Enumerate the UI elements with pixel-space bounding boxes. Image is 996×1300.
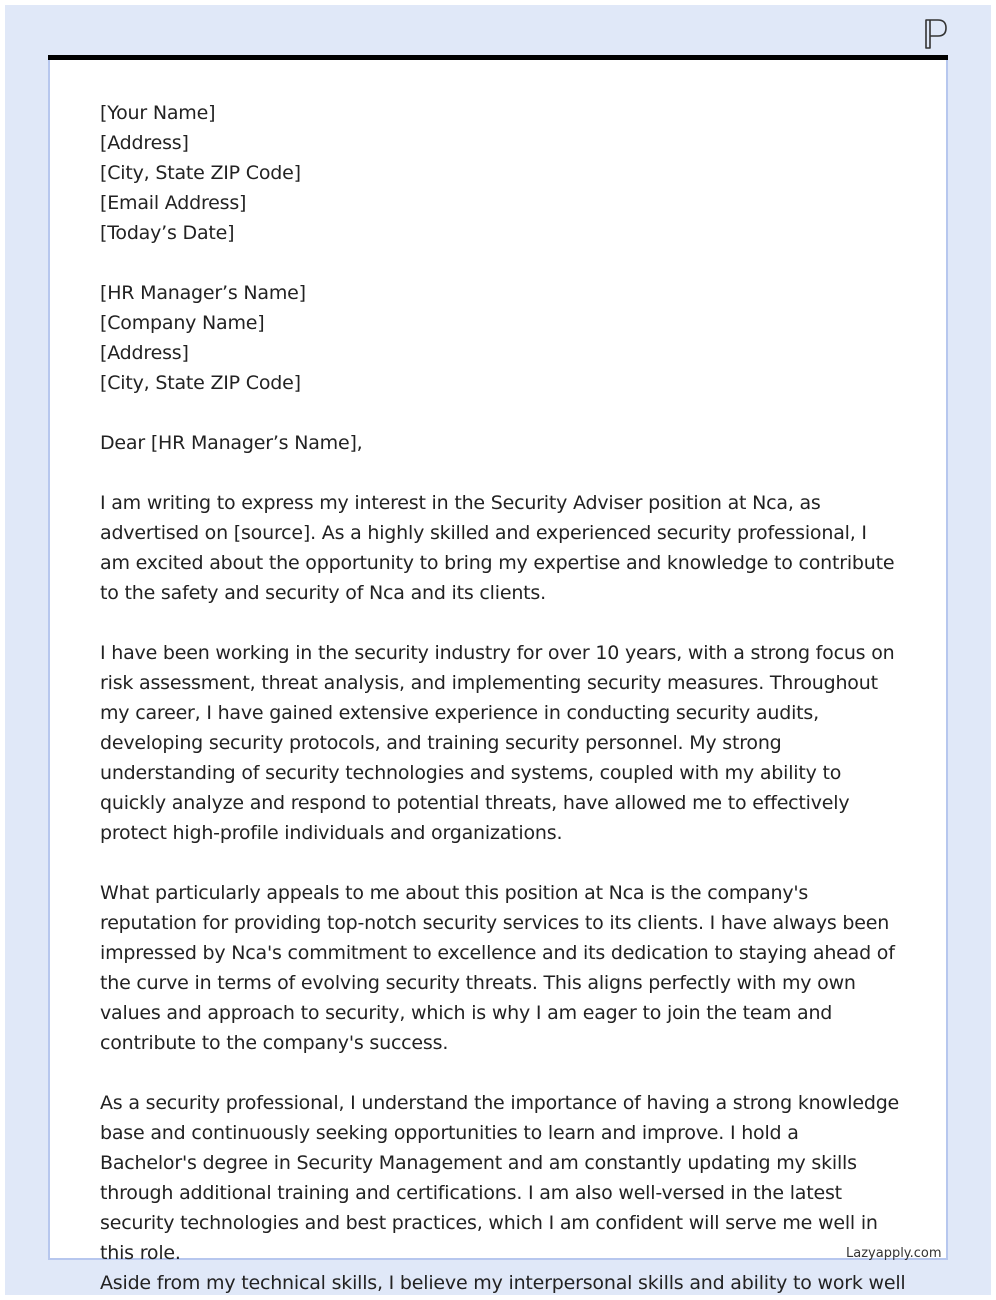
- p-logo-icon: [918, 14, 952, 54]
- paragraph-education: As a security professional, I understand the importance of having a strong knowledge base and continuously seeking opportunities to learn and improve. I hold a Bachelor's degree in Security Management and am constantly updating my skills through additional training and certifications. I am also well-versed in the latest security technologies and best practices, which I am confident will serve me well in this role.: [100, 1092, 900, 1264]
- letter-date: [Today’s Date]: [100, 222, 235, 244]
- sender-block: [100, 98, 900, 248]
- recipient-block: [100, 278, 900, 398]
- cover-letter-body: [100, 98, 906, 1298]
- sender-city: [City, State ZIP Code]: [100, 162, 301, 184]
- sender-name: [Your Name]: [100, 102, 216, 124]
- recipient-city: [City, State ZIP Code]: [100, 372, 301, 394]
- document-top-rule: [48, 55, 948, 60]
- watermark: Lazyapply.com: [846, 1246, 942, 1261]
- paragraph-intro: I am writing to express my interest in the Security Adviser position at Nca, as advertised on [source]. As a highly skilled and experienced security professional, I am excited about the opportunity to bring my expertise and knowledge to contribute to the safety and security of Nca and its clients.: [100, 492, 895, 604]
- recipient-address: [Address]: [100, 342, 189, 364]
- salutation: Dear [HR Manager’s Name],: [100, 432, 363, 454]
- paragraph-experience: I have been working in the security industry for over 10 years, with a strong focus on risk assessment, threat analysis, and implementing security measures. Throughout my career, I have gained extensive experience in conducting security audits, developing security protocols, and training security personnel. My strong understanding of security technologies and systems, coupled with my ability to quickly analyze and respond to potential threats, have allowed me to effectively protect high-profile individuals and organizations.: [100, 642, 895, 844]
- sender-email: [Email Address]: [100, 192, 247, 214]
- sender-address: [Address]: [100, 132, 189, 154]
- paragraph-interpersonal-partial: Aside from my technical skills, I believe my interpersonal skills and ability to work well: [100, 1272, 906, 1294]
- recipient-name: [HR Manager’s Name]: [100, 282, 306, 304]
- recipient-company: [Company Name]: [100, 312, 265, 334]
- paragraph-company-fit: What particularly appeals to me about this position at Nca is the company's reputation for providing top-notch security services to its clients. I have always been impressed by Nca's commitment to excellence and its dedication to staying ahead of the curve in terms of evolving security threats. This aligns perfectly with my own values and approach to security, which is why I am eager to join the team and contribute to the company's success.: [100, 882, 895, 1054]
